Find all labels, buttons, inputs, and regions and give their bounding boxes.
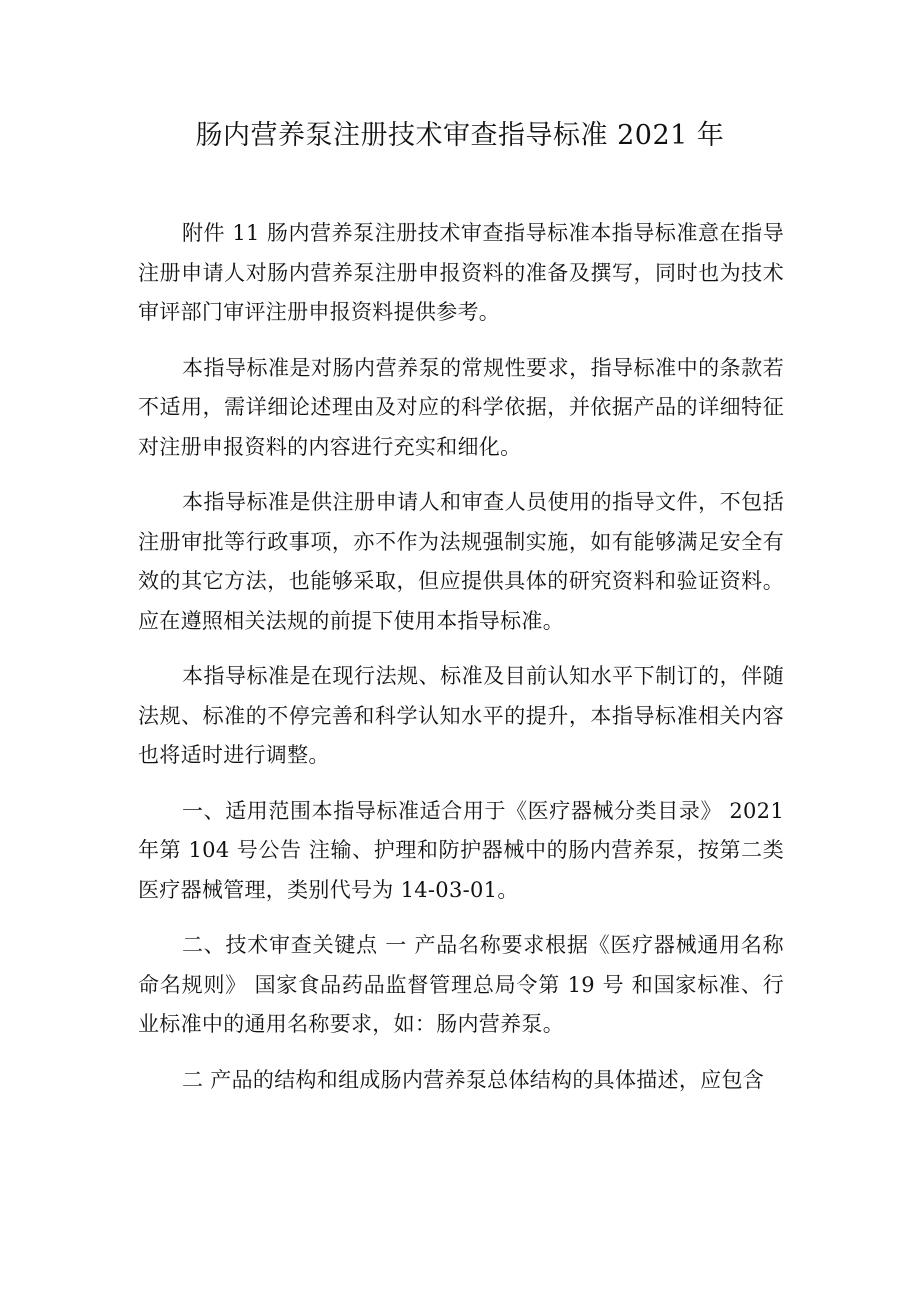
document-title: 肠内营养泵注册技术审查指导标准 2021 年: [195, 120, 725, 151]
paragraph-general-requirements: 本指导标准是对肠内营养泵的常规性要求，指导标准中的条款若不适用，需详细论述理由及对应的科学依据，并依据产品的详细特征对注册申报资料的内容进行充实和细化。: [138, 355, 784, 459]
paragraph-applicable-scope: 一、适用范围本指导标准适合用于《医疗器械分类目录》 2021 年第 104 号公告 注输、护理和防护器械中的肠内营养泵，按第二类医疗器械管理，类别代号为 14-03-01。: [138, 798, 784, 902]
paragraph-revision-note: 本指导标准是在现行法规、标准及目前认知水平下制订的，伴随法规、标准的不停完善和科学认知水平的提升，本指导标准相关内容也将适时进行调整。: [138, 664, 784, 767]
paragraph-guidance-scope: 本指导标准是供注册申请人和审查人员使用的指导文件，不包括注册审批等行政事项，亦不作为法规强制实施，如有能够满足安全有效的其它方法，也能够采取，但应提供具体的研究资料和验证资料。应在遵照相关法规的前提下使用本指导标准。: [138, 490, 784, 633]
paragraph-product-structure: 二 产品的结构和组成肠内营养泵总体结构的具体描述，应包含: [182, 1067, 765, 1092]
document-body: [138, 214, 784, 1116]
paragraph-intro: 附件 11 肠内营养泵注册技术审查指导标准本指导标准意在指导注册申请人对肠内营养泵注册申报资料的准备及撰写，同时也为技术审评部门审评注册申报资料提供参考。: [138, 221, 784, 324]
paragraph-product-name: 二、技术审查关键点 一 产品名称要求根据《医疗器械通用名称命名规则》 国家食品药品监督管理总局令第 19 号 和国家标准、行业标准中的通用名称要求，如：肠内营养泵。: [138, 933, 784, 1036]
